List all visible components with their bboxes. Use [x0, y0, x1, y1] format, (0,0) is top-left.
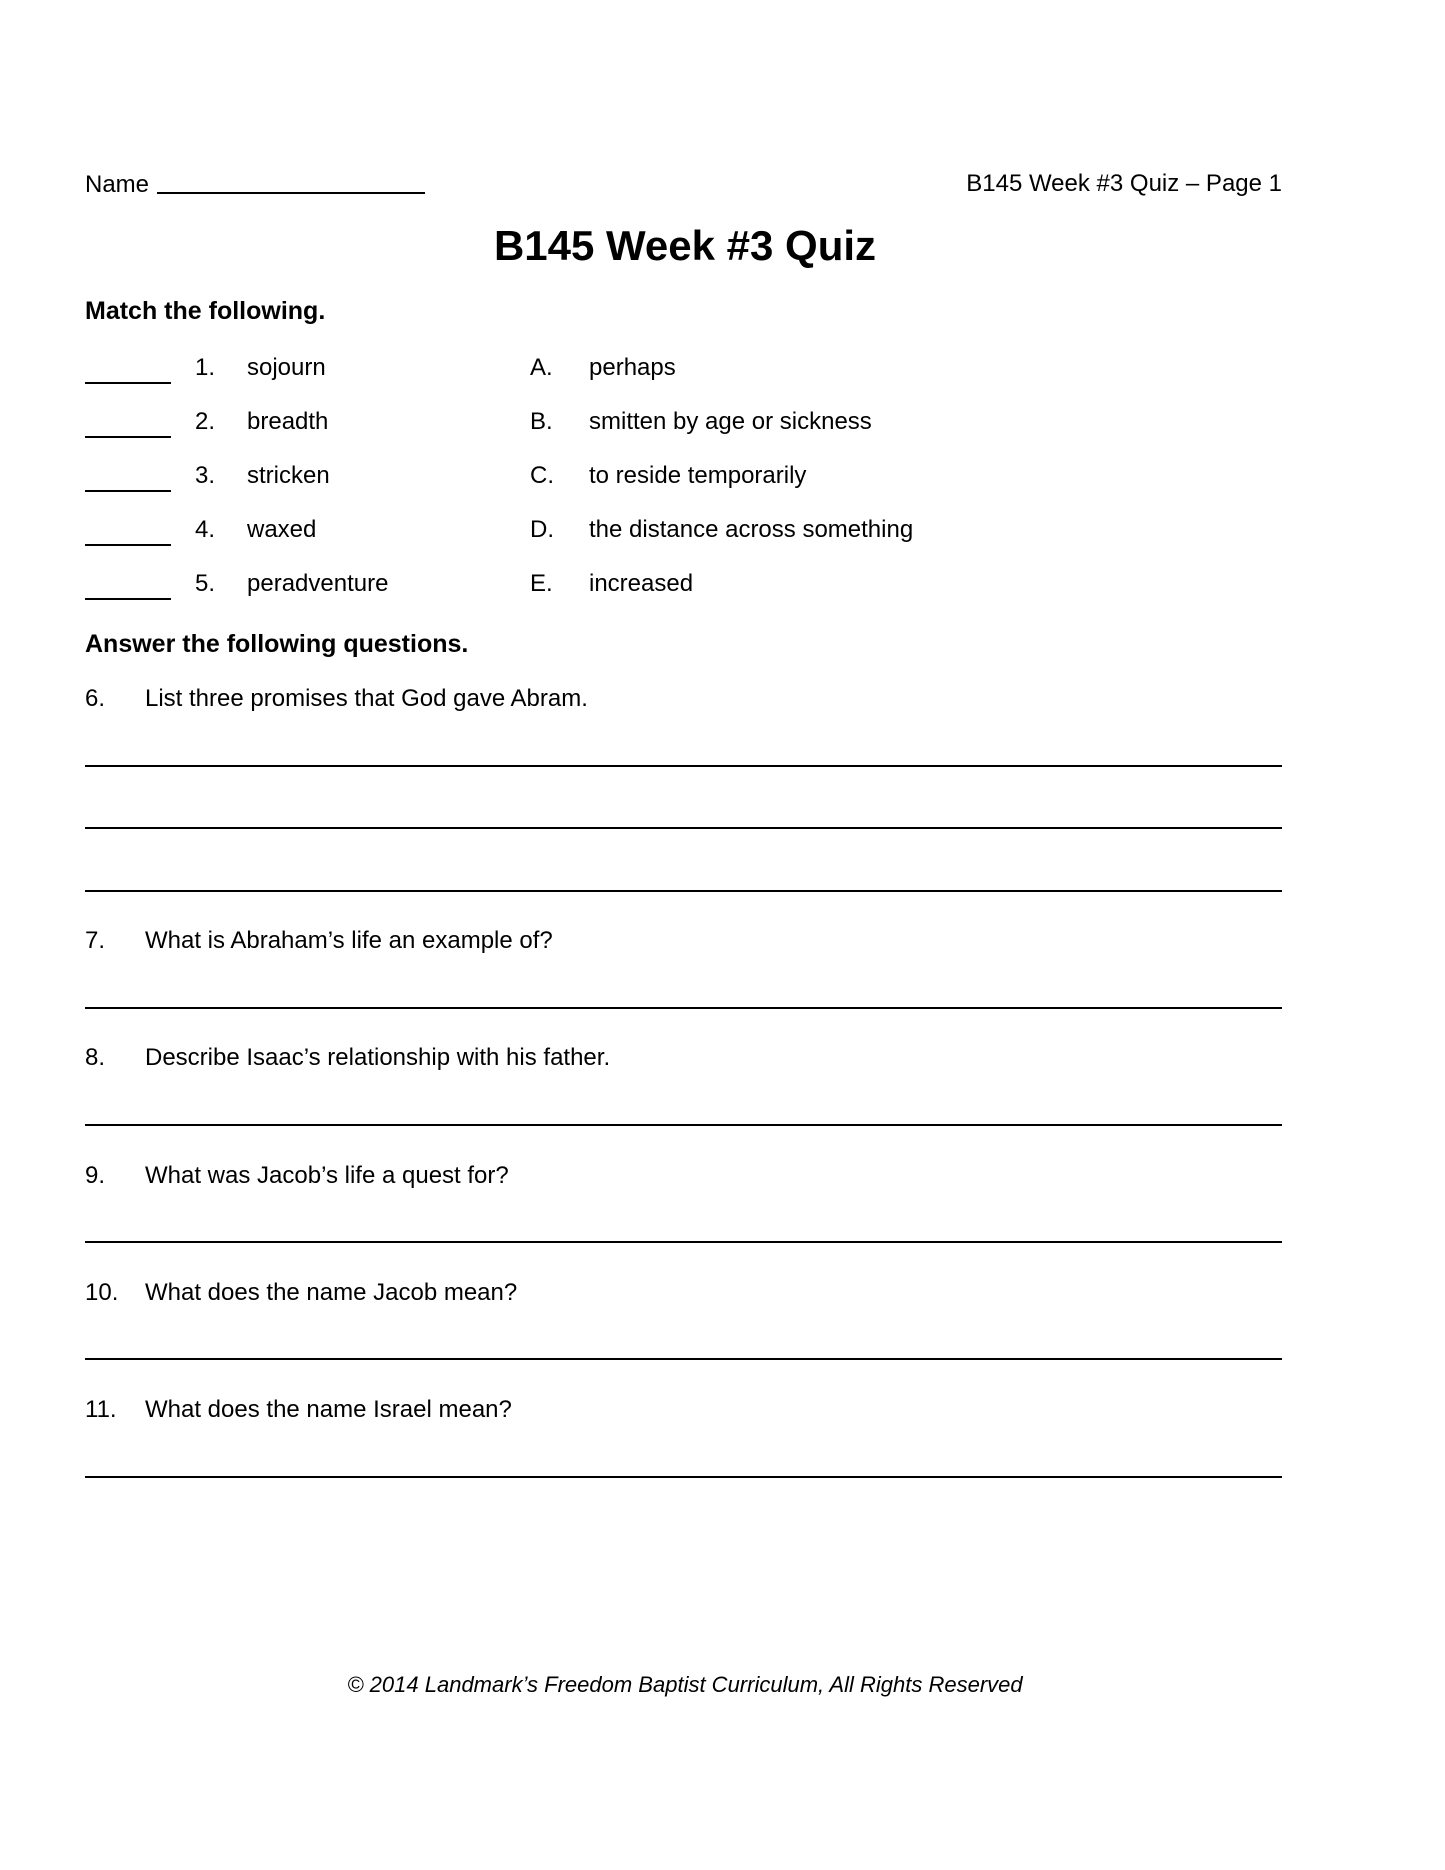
- answer-line: [85, 1124, 1282, 1126]
- match-letter: D.: [530, 516, 554, 543]
- match-term: peradventure: [247, 570, 389, 597]
- answer-line: [85, 1358, 1282, 1360]
- match-number: 2.: [194, 408, 215, 435]
- answer-blank: [85, 462, 171, 492]
- match-term: stricken: [247, 462, 330, 489]
- match-letter: C.: [530, 462, 554, 489]
- match-definition: smitten by age or sickness: [589, 408, 872, 435]
- answer-blank: [85, 516, 171, 546]
- answer-blank: [85, 408, 171, 438]
- match-number: 4.: [194, 516, 215, 543]
- question-number: 7.: [85, 927, 106, 954]
- match-term: waxed: [247, 516, 317, 543]
- match-definition: perhaps: [589, 354, 676, 381]
- answer-line: [85, 1241, 1282, 1243]
- answer-line: [85, 1007, 1282, 1009]
- answer-line: [85, 765, 1282, 767]
- match-definition: the distance across something: [589, 516, 914, 543]
- name-blank-line: [157, 170, 425, 194]
- question-text: List three promises that God gave Abram.: [145, 685, 588, 712]
- question-text: What is Abraham’s life an example of?: [145, 927, 553, 954]
- match-number: 3.: [194, 462, 215, 489]
- name-field: [85, 170, 425, 199]
- question-number: 10.: [85, 1279, 119, 1306]
- questions-instruction: Answer the following questions.: [85, 630, 469, 658]
- match-number: 5.: [194, 570, 215, 597]
- question-number: 9.: [85, 1162, 106, 1189]
- match-letter: E.: [530, 570, 553, 597]
- answer-line: [85, 1476, 1282, 1478]
- question-text: What does the name Jacob mean?: [145, 1279, 518, 1306]
- answer-line: [85, 890, 1282, 892]
- match-definition: to reside temporarily: [589, 462, 807, 489]
- answer-line: [85, 827, 1282, 829]
- match-number: 1.: [194, 354, 215, 381]
- matching-instruction: Match the following.: [85, 297, 326, 325]
- answer-blank: [85, 354, 171, 384]
- match-definition: increased: [589, 570, 694, 597]
- page-title: B145 Week #3 Quiz: [493, 222, 877, 269]
- match-letter: B.: [530, 408, 553, 435]
- question-text: What was Jacob’s life a quest for?: [145, 1162, 509, 1189]
- page-label: B145 Week #3 Quiz – Page 1: [966, 170, 1282, 197]
- copyright-footer: © 2014 Landmark’s Freedom Baptist Curriculum, All Rights Reserved: [347, 1672, 1023, 1697]
- question-number: 6.: [85, 685, 106, 712]
- answer-blank: [85, 570, 171, 600]
- match-term: sojourn: [247, 354, 326, 381]
- match-term: breadth: [247, 408, 329, 435]
- name-label: Name: [85, 171, 150, 198]
- question-number: 11.: [85, 1396, 117, 1423]
- question-text: Describe Isaac’s relationship with his father.: [145, 1044, 611, 1071]
- question-text: What does the name Israel mean?: [145, 1396, 512, 1423]
- match-letter: A.: [530, 354, 553, 381]
- question-number: 8.: [85, 1044, 106, 1071]
